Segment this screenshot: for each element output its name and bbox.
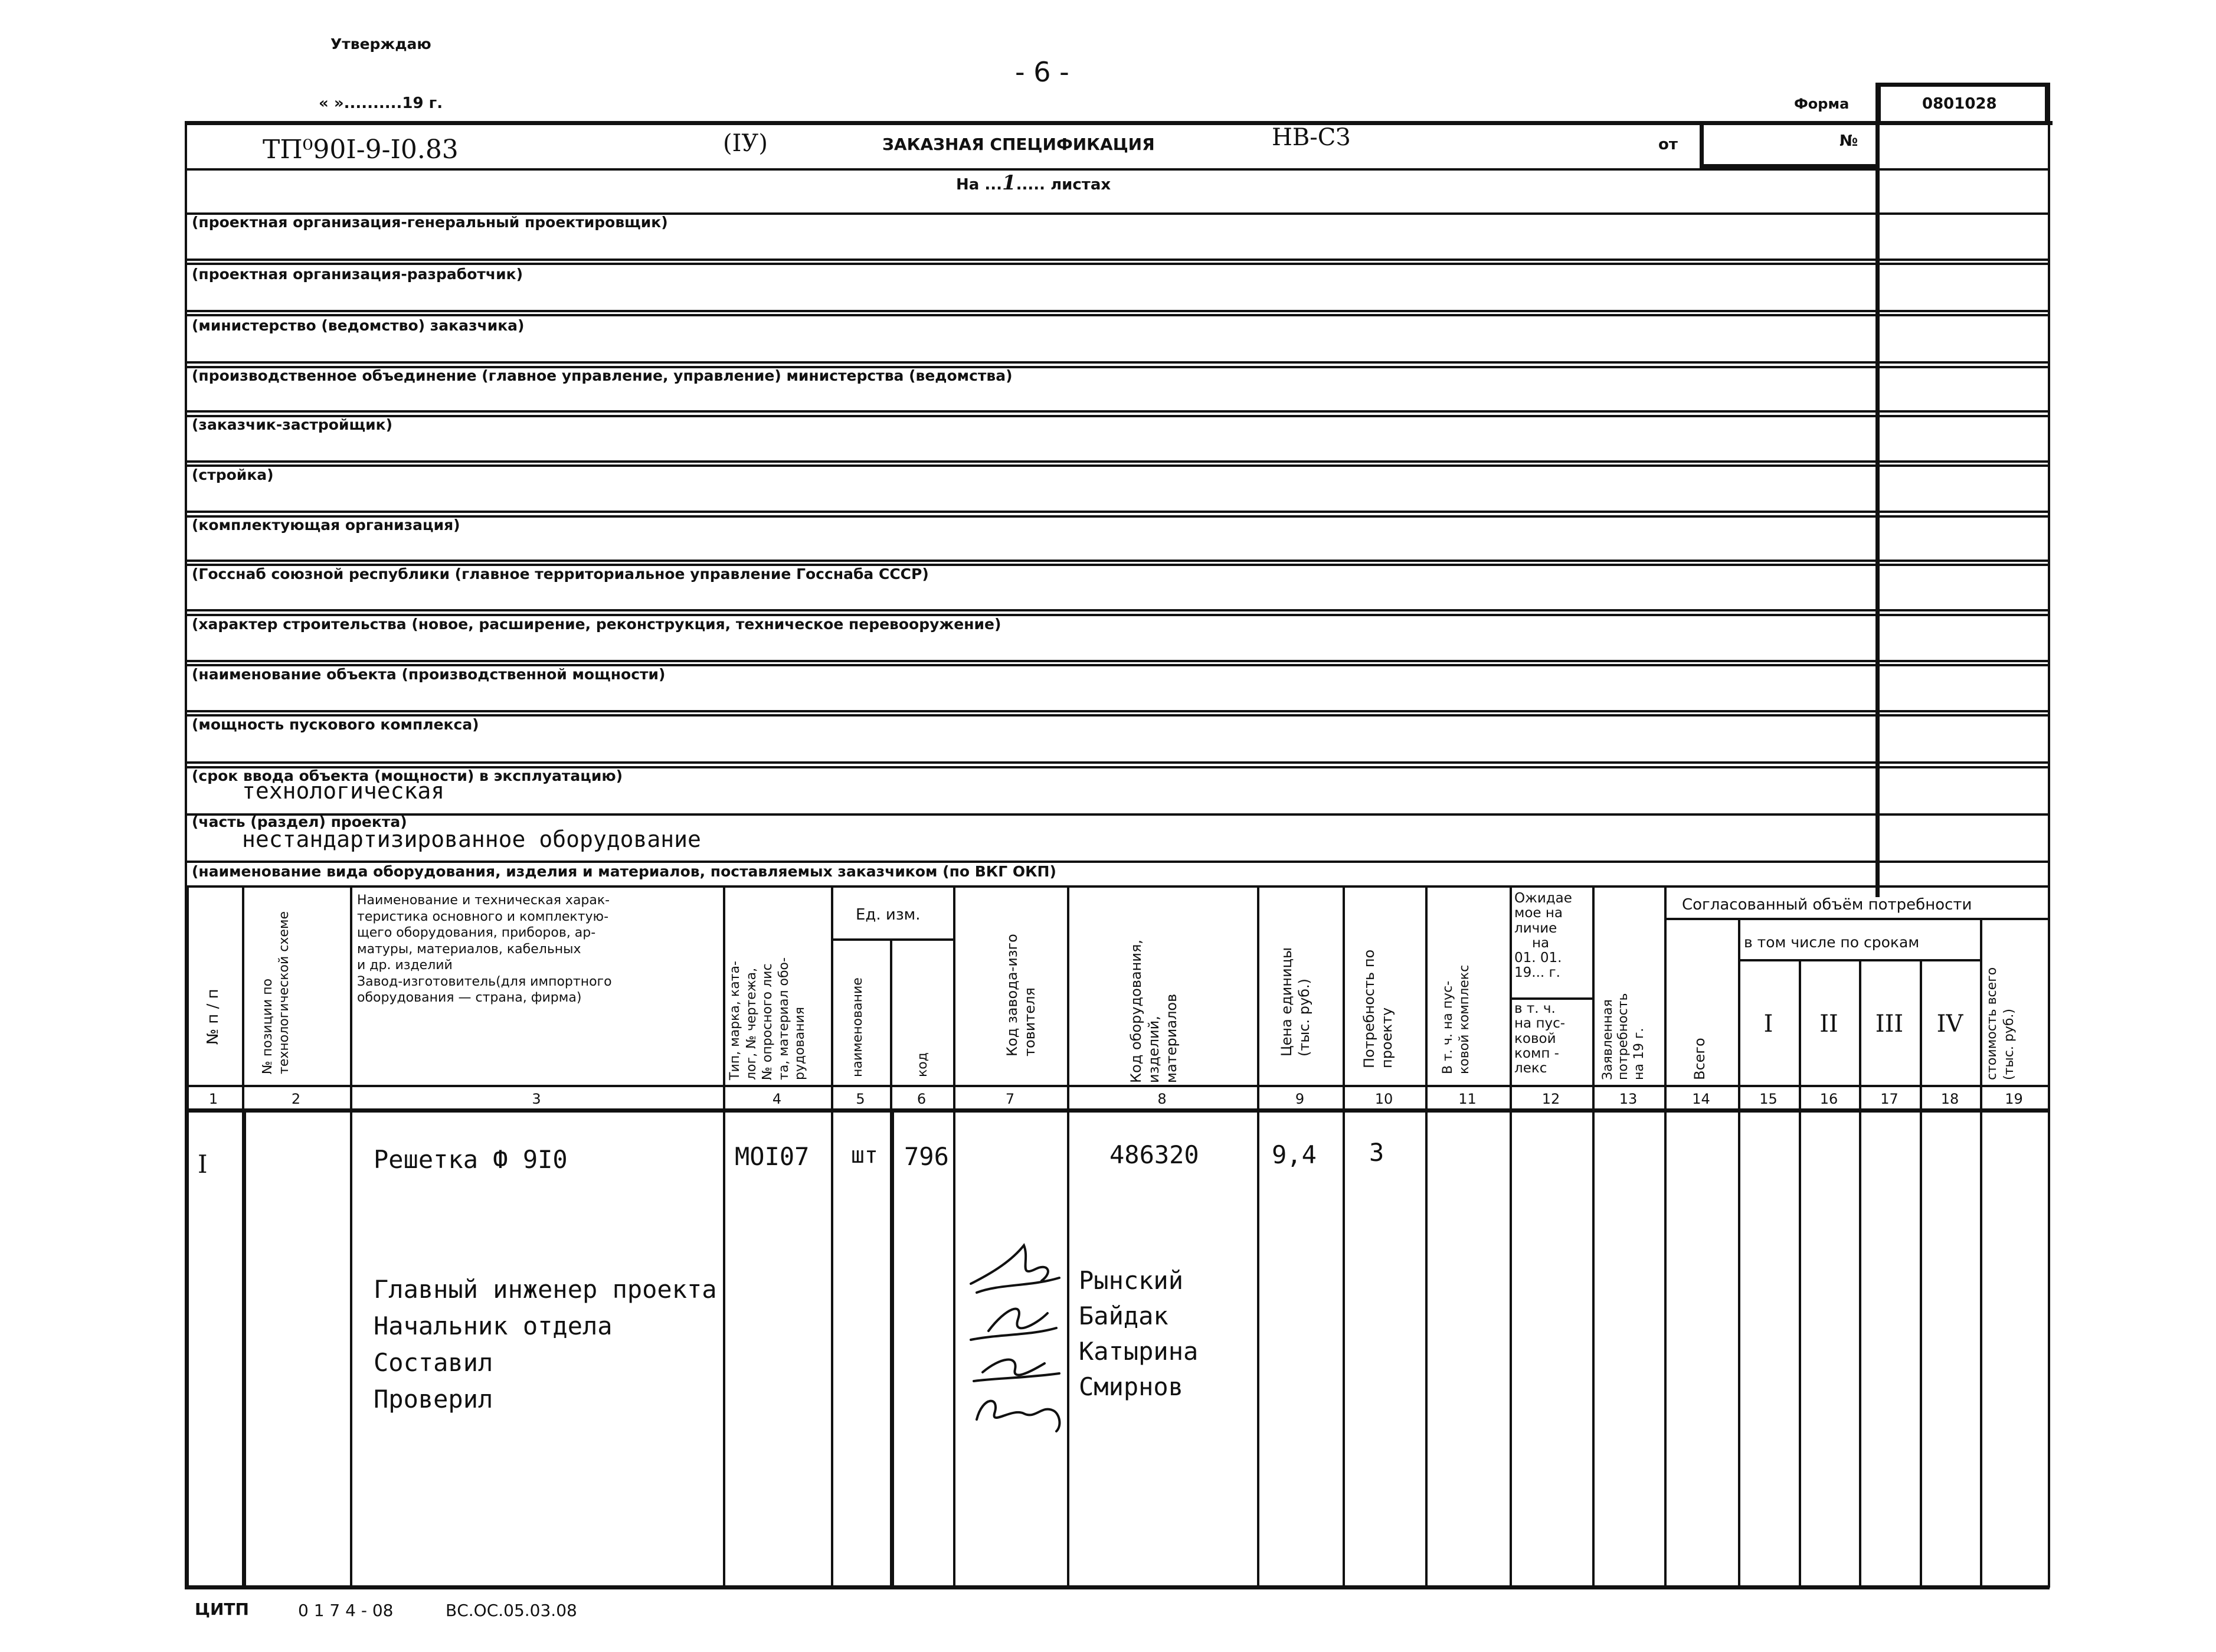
doc-code: НВ-СЗ	[1272, 124, 1351, 151]
col-header-declared	[1600, 993, 1647, 1080]
col-rule	[350, 885, 352, 1588]
signature-role: Составил	[374, 1348, 493, 1377]
rule	[185, 314, 2048, 316]
field-caption-capacity: (мощность пускового комплекса)	[192, 716, 479, 733]
col-number: 9	[1295, 1091, 1305, 1107]
col-number: 19	[2005, 1091, 2023, 1107]
col-header-type-line: рудования	[793, 1006, 807, 1080]
col-header-description-line: щего оборудования, приборов, ар-	[357, 925, 596, 940]
field-caption-construction: (стройка)	[192, 466, 274, 483]
col-header-expected-launch-line: в т. ч.	[1514, 1001, 1556, 1016]
frame-right-col	[1875, 83, 1880, 897]
sheets-value: 1	[1002, 171, 1016, 195]
col-header-cost	[1984, 967, 2018, 1080]
col-header-need	[1360, 950, 1396, 1068]
form-label: Форма	[1794, 96, 1850, 112]
handwritten-signatures	[959, 1236, 1065, 1437]
col-rule	[1067, 885, 1069, 1588]
col-header-unit-group: Ед. изм.	[856, 906, 921, 924]
col-rule	[1510, 885, 1512, 1588]
col-header-expected-launch-line: лекс	[1514, 1061, 1547, 1077]
sheets-suffix: ..... листах	[1016, 176, 1111, 194]
row-type: МОI07	[735, 1142, 810, 1171]
col-number: 4	[772, 1091, 782, 1107]
col-header-type	[727, 957, 809, 1080]
table-bottom	[185, 1585, 2050, 1589]
field-caption-supplier: (комплектующая организация)	[192, 516, 460, 534]
col-rule	[890, 1108, 894, 1586]
col-header-type-line: № опросного лис	[760, 963, 775, 1080]
form-code: 0801028	[1922, 95, 1997, 113]
col-header-q2: II	[1819, 1010, 1838, 1038]
field-value-equipment-kind: нестандартизированное оборудование	[242, 826, 701, 852]
approve-label: Утверждаю	[330, 35, 431, 53]
col-header-q3: III	[1875, 1010, 1904, 1038]
col-header-incl-group: в том числе по срокам	[1744, 934, 1920, 951]
col-header-description-line: матуры, материалов, кабельных	[357, 941, 581, 957]
footer-num: 0 1 7 4 - 08	[298, 1601, 394, 1620]
col-rule	[1425, 885, 1428, 1588]
rule	[185, 263, 2048, 265]
col-header-description-line: теристика основного и комплектую-	[357, 909, 609, 924]
col-number: 2	[291, 1091, 301, 1107]
col-rule	[1980, 918, 1982, 1588]
col-number: 8	[1157, 1091, 1167, 1107]
col-header-need-line: проекту	[1379, 1007, 1395, 1068]
rule	[185, 410, 2048, 413]
rule	[185, 361, 2048, 364]
rule	[185, 560, 2048, 562]
row-num: I	[198, 1150, 208, 1179]
col-header-launch-line: ковой комплекс	[1456, 964, 1472, 1074]
signature-role: Главный инженер проекта	[374, 1275, 717, 1304]
table-left	[185, 885, 189, 1588]
field-caption-ministry: (министерство (ведомство) заказчика)	[192, 317, 525, 334]
col-number: 7	[1005, 1091, 1015, 1107]
col-header-declared-line: Заявленная	[1600, 999, 1615, 1080]
col-header-expected-launch-line: комп -	[1514, 1045, 1559, 1061]
col-header-expected-launch	[1514, 1002, 1591, 1076]
approve-date-line: « »..........19 г.	[319, 94, 443, 112]
doc-heading: ЗАКАЗНАЯ СПЕЦИФИКАЦИЯ	[882, 135, 1155, 154]
rule	[185, 464, 2048, 467]
col-header-price-line: (тыс. руб.)	[1296, 979, 1312, 1056]
col-header-expected-line: на	[1532, 935, 1550, 951]
col-header-equipment-code-line: материалов	[1163, 993, 1180, 1083]
rule	[185, 511, 2048, 513]
page-number: - 6 -	[1015, 56, 1069, 88]
signature-name: Катырина	[1079, 1337, 1199, 1366]
doc-roman: (IУ)	[723, 130, 768, 157]
col-rule	[890, 938, 892, 1115]
field-caption-construction-type: (характер строительства (новое, расширение, реконструкция, техническое перевооружение)	[192, 616, 1001, 633]
row-name: Решетка Ф 9I0	[374, 1145, 568, 1174]
col-header-total: Всего	[1691, 1038, 1708, 1080]
field-caption-equipment-kind: (наименование вида оборудования, изделия и материалов, поставляемых заказчиком (по ВКГ ОКП)	[192, 863, 1056, 880]
col-header-need-line: Потребность по	[1361, 949, 1377, 1068]
rule	[185, 885, 2048, 888]
col-header-type-line: та, материал обо-	[776, 957, 791, 1080]
col-number: 5	[856, 1091, 865, 1107]
row-price: 9,4	[1272, 1140, 1317, 1169]
col12-split-rule	[1510, 997, 1592, 1000]
col-header-expected	[1514, 891, 1591, 981]
rule	[185, 813, 2048, 816]
rule	[185, 259, 2048, 261]
col-rule	[1920, 959, 1922, 1588]
row-equipment-code: 486320	[1109, 1140, 1199, 1169]
field-caption-part: (часть (раздел) проекта)	[192, 813, 407, 830]
sheets-prefix: На ...	[956, 176, 1002, 194]
rule	[185, 168, 2048, 171]
col-number: 3	[532, 1091, 541, 1107]
col-header-description	[357, 892, 720, 1006]
incl-group-rule	[1738, 959, 1980, 961]
col-header-expected-line: Ожидае	[1514, 891, 1572, 906]
field-value-part: технологическая	[242, 778, 445, 804]
col-header-equipment-code-line: изделий,	[1145, 1016, 1162, 1083]
rule	[185, 460, 2048, 463]
signature-name: Смирнов	[1079, 1372, 1184, 1401]
col-number: 1	[208, 1091, 218, 1107]
col-header-unit-code: код	[915, 1052, 930, 1077]
col-header-expected-launch-line: ковой	[1514, 1031, 1556, 1046]
field-caption-object: (наименование объекта (производственной мощности)	[192, 666, 666, 683]
col-number: 10	[1374, 1091, 1393, 1107]
col-header-expected-line: личие	[1514, 920, 1557, 936]
col-rule	[1257, 885, 1259, 1588]
col-header-factory-code: Код завода-изго товителя	[1004, 934, 1038, 1056]
col-header-description-line: и др. изделий	[357, 958, 453, 973]
signature-name: Рынский	[1079, 1266, 1184, 1295]
rule	[185, 515, 2048, 518]
col-rule	[1592, 885, 1595, 1588]
rule	[185, 415, 2048, 417]
col-header-position	[260, 885, 292, 1074]
col-header-cost-line: стоимость всего	[1985, 967, 1999, 1080]
col-header-expected-line: 19... г.	[1514, 965, 1560, 981]
sheets-line	[956, 171, 1111, 195]
col-rule	[723, 885, 725, 1588]
col-number: 18	[1940, 1091, 1959, 1107]
col-header-type-line: лог, № чертежа,	[744, 967, 759, 1080]
row-unit-code: 796	[904, 1142, 949, 1171]
rule	[185, 310, 2048, 312]
field-caption-general-designer: (проектная организация-генеральный проектировщик)	[192, 214, 668, 231]
form-code-box	[1877, 83, 2049, 125]
signature-role: Начальник отдела	[374, 1311, 613, 1340]
col-header-cost-line: (тыс. руб.)	[2001, 1009, 2017, 1080]
doc-number: ТП⁰90I-9-I0.83	[263, 135, 459, 165]
col-header-position-text: № позиции по технологической схеме	[260, 911, 292, 1074]
rule	[185, 761, 2048, 764]
col-number: 14	[1692, 1091, 1710, 1107]
col-header-expected-launch-line: на пус-	[1514, 1016, 1566, 1032]
unit-group-rule	[831, 938, 953, 941]
row-need: 3	[1369, 1138, 1384, 1167]
numbers-bottom-rule	[185, 1108, 2050, 1113]
col-number: 15	[1759, 1091, 1778, 1107]
col-number: 16	[1819, 1091, 1838, 1107]
col-header-price	[1278, 947, 1313, 1056]
col-header-launch	[1440, 965, 1472, 1074]
rule	[185, 609, 2048, 611]
footer-code: ВС.ОС.05.03.08	[446, 1601, 577, 1620]
field-caption-developer: (проектная организация-разработчик)	[192, 266, 523, 283]
col-rule	[1343, 885, 1345, 1588]
frame-right	[2048, 83, 2050, 1588]
field-caption-gossnab: (Госснаб союзной республики (главное территориальное управление Госснаба СССР)	[192, 565, 929, 583]
field-caption-customer: (заказчик-застройщик)	[192, 416, 393, 433]
from-label: от	[1658, 136, 1678, 153]
col-number: 12	[1541, 1091, 1560, 1107]
col-rule	[953, 885, 955, 1588]
rule	[185, 710, 2048, 712]
col-number: 17	[1880, 1091, 1899, 1107]
col-header-price-line: Цена единицы	[1278, 947, 1295, 1056]
col-rule	[1799, 959, 1801, 1588]
col-header-declared-line: потребность	[1616, 993, 1631, 1080]
col-number: 6	[916, 1091, 927, 1107]
col-header-num: № п / п	[204, 989, 222, 1045]
rule	[185, 660, 2048, 662]
col-header-description-line: оборудования — страна, фирма)	[357, 990, 582, 1005]
no-label: №	[1839, 132, 1858, 150]
col-number: 13	[1619, 1091, 1638, 1107]
col-header-agreed-group: Согласованный объём потребности	[1682, 896, 1972, 914]
signature-role: Проверил	[374, 1385, 493, 1414]
col-header-q4: IV	[1936, 1010, 1963, 1038]
signature-name: Байдак	[1079, 1301, 1168, 1330]
doc-number-box	[1700, 124, 1877, 168]
col-header-equipment-code-line: Код оборудования,	[1128, 939, 1144, 1083]
col-rule	[1664, 885, 1667, 1588]
col-header-unit-name: наименование	[850, 977, 865, 1077]
header-bottom-rule	[185, 1085, 2050, 1087]
col-rule	[831, 885, 833, 1588]
col-rule	[1859, 959, 1861, 1588]
col-header-expected-line: 01. 01.	[1514, 950, 1562, 966]
col-header-type-line: Тип, марка, ката-	[728, 961, 742, 1080]
col-header-description-line: Наименование и техническая харак-	[357, 893, 610, 908]
col-header-launch-line: В т. ч. на пус-	[1441, 980, 1455, 1074]
col-rule	[242, 1108, 246, 1586]
field-caption-commissioning: (срок ввода объекта (мощности) в эксплуатацию)	[192, 767, 623, 784]
field-caption-association: (производственное объединение (главное управление, управление) министерства (ведомства)	[192, 367, 1013, 384]
col-header-expected-line: мое на	[1514, 905, 1563, 921]
row-unit: шт	[851, 1142, 878, 1168]
col-number: 11	[1458, 1091, 1477, 1107]
col-header-q1: I	[1763, 1010, 1773, 1038]
col-header-equipment-code	[1127, 940, 1180, 1083]
col-header-declared-line: на 19 г.	[1631, 1028, 1647, 1080]
col-header-description-line: Завод-изготовитель(для импортного	[357, 974, 612, 989]
agreed-group-rule	[1664, 918, 2048, 920]
footer-org: ЦИТП	[195, 1599, 249, 1619]
